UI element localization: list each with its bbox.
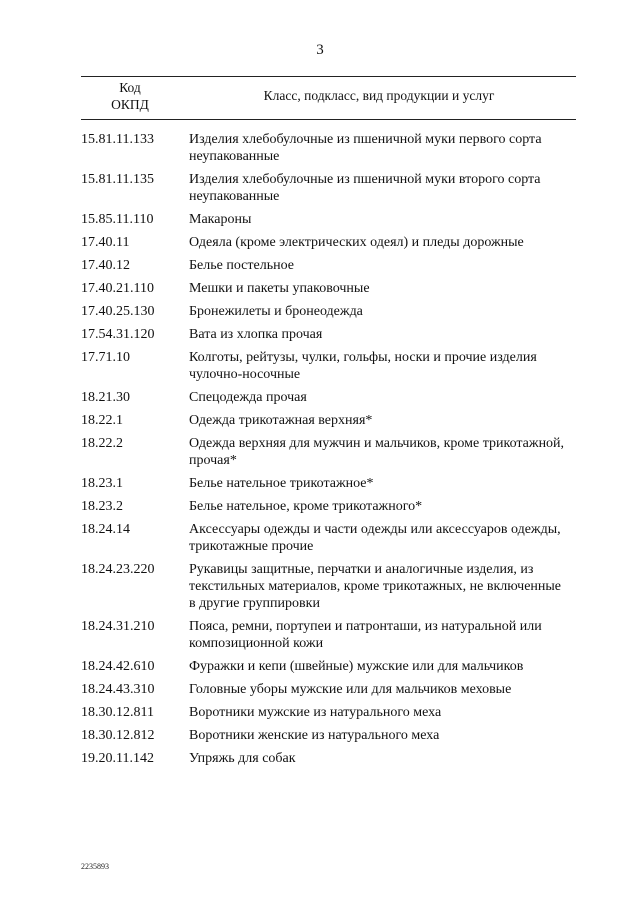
table-row bbox=[81, 681, 576, 698]
product-description: Рукавицы защитные, перчатки и аналогичные изделия, из текстильных материалов, кроме трикотажных, не включенные в другие группировки bbox=[189, 562, 562, 611]
product-description: Спецодежда прочая bbox=[189, 390, 307, 405]
okpd-code: 17.71.10 bbox=[81, 350, 130, 365]
table-row bbox=[81, 727, 576, 744]
okpd-code: 17.40.11 bbox=[81, 235, 130, 250]
header-bottom-rule bbox=[81, 119, 576, 120]
product-description: Одежда трикотажная верхняя* bbox=[189, 413, 373, 428]
okpd-code: 18.24.23.220 bbox=[81, 562, 155, 577]
product-description: Фуражки и кепи (швейные) мужские или для мальчиков bbox=[189, 659, 524, 674]
table-row bbox=[81, 658, 576, 675]
product-description: Колготы, рейтузы, чулки, гольфы, носки и прочие изделия чулочно-носочные bbox=[189, 350, 537, 382]
okpd-code: 19.20.11.142 bbox=[81, 751, 154, 766]
table-row bbox=[81, 257, 576, 274]
table-row bbox=[81, 234, 576, 251]
product-description: Одеяла (кроме электрических одеял) и пледы дорожные bbox=[189, 235, 524, 250]
okpd-code: 18.23.1 bbox=[81, 476, 123, 491]
product-description: Вата из хлопка прочая bbox=[189, 327, 323, 342]
okpd-code: 18.23.2 bbox=[81, 499, 123, 514]
product-description: Упряжь для собак bbox=[189, 751, 296, 766]
okpd-code: 18.22.2 bbox=[81, 436, 123, 451]
product-description: Мешки и пакеты упаковочные bbox=[189, 281, 370, 296]
table-row bbox=[81, 171, 576, 205]
okpd-code: 15.81.11.133 bbox=[81, 132, 154, 147]
header-code-column bbox=[90, 79, 170, 113]
okpd-code: 17.40.12 bbox=[81, 258, 130, 273]
table-row bbox=[81, 704, 576, 721]
okpd-code: 18.24.14 bbox=[81, 522, 130, 537]
table-row bbox=[81, 521, 576, 555]
okpd-code: 18.30.12.811 bbox=[81, 705, 154, 720]
table-row bbox=[81, 211, 576, 228]
product-description: Бронежилеты и бронеодежда bbox=[189, 304, 363, 319]
page-number: 3 bbox=[316, 42, 324, 58]
table-row bbox=[81, 412, 576, 429]
okpd-code: 15.85.11.110 bbox=[81, 212, 154, 227]
table-row bbox=[81, 435, 576, 469]
okpd-code: 18.30.12.812 bbox=[81, 728, 155, 743]
okpd-code: 17.54.31.120 bbox=[81, 327, 155, 342]
table-row bbox=[81, 561, 576, 612]
table-row bbox=[81, 618, 576, 652]
header-top-rule bbox=[81, 76, 576, 77]
header-code-label: Код bbox=[119, 80, 141, 95]
header-class-column: Класс, подкласс, вид продукции и услуг bbox=[263, 88, 495, 103]
product-description: Изделия хлебобулочные из пшеничной муки первого сорта неупакованные bbox=[189, 132, 542, 164]
okpd-code: 18.24.31.210 bbox=[81, 619, 155, 634]
product-description: Белье нательное трикотажное* bbox=[189, 476, 374, 491]
product-description: Изделия хлебобулочные из пшеничной муки второго сорта неупакованные bbox=[189, 172, 541, 204]
table-row bbox=[81, 389, 576, 406]
table-row bbox=[81, 280, 576, 297]
table-row bbox=[81, 303, 576, 320]
table-row bbox=[81, 498, 576, 515]
product-description: Одежда верхняя для мужчин и мальчиков, кроме трикотажной, прочая* bbox=[189, 436, 565, 468]
table-row bbox=[81, 131, 576, 165]
product-table bbox=[81, 131, 576, 773]
table-row bbox=[81, 475, 576, 492]
product-description: Пояса, ремни, портупеи и патронташи, из натуральной или композиционной кожи bbox=[189, 619, 542, 651]
okpd-code: 17.40.21.110 bbox=[81, 281, 154, 296]
product-description: Воротники мужские из натурального меха bbox=[189, 705, 442, 720]
okpd-code: 17.40.25.130 bbox=[81, 304, 155, 319]
okpd-code: 15.81.11.135 bbox=[81, 172, 154, 187]
document-id: 2235893 bbox=[81, 862, 109, 871]
product-description: Белье постельное bbox=[189, 258, 294, 273]
table-row bbox=[81, 326, 576, 343]
okpd-code: 18.21.30 bbox=[81, 390, 130, 405]
okpd-code: 18.24.43.310 bbox=[81, 682, 155, 697]
okpd-code: 18.22.1 bbox=[81, 413, 123, 428]
product-description: Головные уборы мужские или для мальчиков меховые bbox=[189, 682, 512, 697]
product-description: Воротники женские из натурального меха bbox=[189, 728, 440, 743]
product-description: Макароны bbox=[189, 212, 252, 227]
table-row bbox=[81, 349, 576, 383]
product-description: Аксессуары одежды и части одежды или аксессуаров одежды, трикотажные прочие bbox=[189, 522, 561, 554]
okpd-code: 18.24.42.610 bbox=[81, 659, 155, 674]
header-okpd-label: ОКПД bbox=[111, 97, 149, 112]
product-description: Белье нательное, кроме трикотажного* bbox=[189, 499, 423, 514]
table-row bbox=[81, 750, 576, 767]
